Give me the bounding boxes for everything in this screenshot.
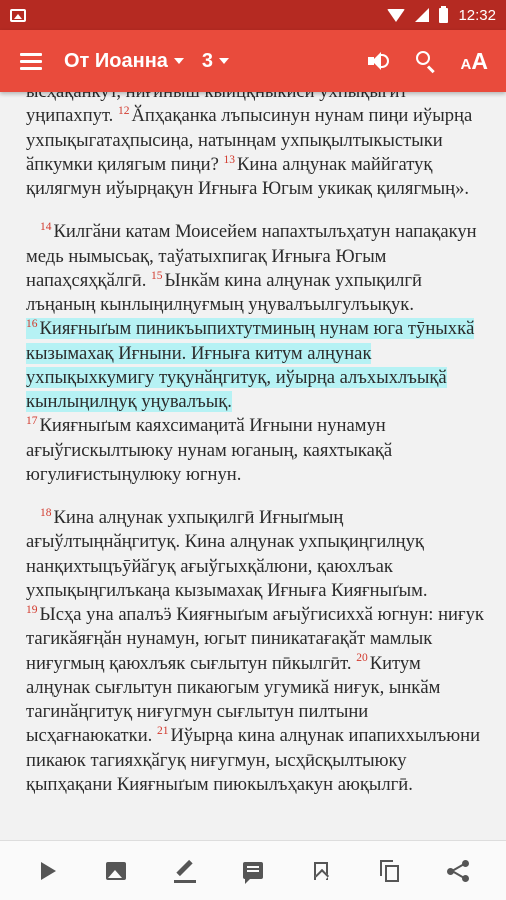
- verse-text[interactable]: Кияғныґым пиникъыпихтутминың нунам юга тӯныхкӑ кызымахақ Иғныни. Иғныға китум алңунак ухпықыхкумигу туқунӑңгитуқ, иўырңа алъхыхлъықӑ кынлыңилңуқ уңувалъық.: [26, 318, 475, 412]
- copy-icon: [380, 860, 400, 882]
- verse-number: 13: [223, 153, 235, 166]
- bookmark-button[interactable]: [299, 849, 343, 893]
- verse-number: 17: [26, 415, 38, 428]
- app-bar: [0, 30, 506, 92]
- verse-number: 20: [356, 652, 368, 665]
- share-button[interactable]: [436, 849, 480, 893]
- paragraph: [26, 104, 486, 201]
- verse-text[interactable]: Китум алңунак сығлытун пикаюгым угумикӑ ниғук, ынкӑм тагинӑңгитуқ ниғугмун сығлытун пилтыни ысҳағнаюкатки.: [26, 652, 441, 747]
- image-button[interactable]: [94, 849, 138, 893]
- wifi-icon: [387, 9, 405, 22]
- verse-number: 21: [156, 725, 169, 738]
- verse-text[interactable]: Иўырңа кина алңунак ипапиххылъюни пикаюк тагияхқӑгуқ ниғугмун, ысҳӣсқылтыюку қыпҳақани Кияғныґым пиюкылъҳакун аюқылгӣ.: [26, 725, 481, 795]
- text-size-icon[interactable]: AA: [460, 47, 488, 74]
- paragraph: [26, 220, 486, 487]
- book-name: От Иоанна: [64, 49, 168, 72]
- status-bar: [0, 0, 506, 30]
- verse-text[interactable]: Килгӑни катам Моисейем напахтылъҳатун напақакун медь нымысьақ, таўатыхпигақ Иғныға Югым напаҳсяҳқӑлгӣ.: [26, 221, 477, 291]
- note-icon: [243, 862, 263, 879]
- note-button[interactable]: [231, 849, 275, 893]
- play-icon: [41, 862, 56, 880]
- verse-text[interactable]: Кияғныґым каяхсимаңитӑ Иғныни нунамун ағыўгискылтыюку нунам юганың, каяхтыкақӑ югулиғистыңулюку югнун.: [26, 415, 393, 485]
- speaker-icon[interactable]: [367, 49, 391, 73]
- bottom-toolbar: [0, 840, 506, 900]
- book-dropdown-icon: [174, 58, 184, 64]
- play-button[interactable]: [26, 849, 70, 893]
- chapter-dropdown-icon: [219, 58, 229, 64]
- verse-text[interactable]: Ынкӑм кина алңунак ухпықилгӣ лъңаның кынлыңилңуғмың уңувалъылгулъықук.: [26, 269, 422, 315]
- highlight-button[interactable]: [163, 849, 207, 893]
- bible-text-view[interactable]: [0, 92, 506, 840]
- verse-number: 12: [117, 105, 130, 118]
- chapter-number: 3: [201, 49, 214, 72]
- gallery-notification-icon: [10, 9, 26, 22]
- menu-icon[interactable]: [20, 53, 42, 70]
- image-icon: [106, 862, 126, 880]
- chapter-selector[interactable]: [202, 50, 229, 73]
- highlighted-verse[interactable]: [26, 318, 474, 412]
- paragraph: [26, 506, 486, 797]
- search-icon[interactable]: [415, 50, 437, 72]
- battery-icon: [439, 8, 448, 23]
- verse-number: 19: [26, 603, 38, 616]
- verse-text[interactable]: Кина алңунак ухпықилгӣ Иғныґмың ағыўлтыңнӑңгитуқ. Кина алңунак ухпықиңгилңуқ нанқихтыцъӯйӑгуқ ағыўгыхқӑлюни, қаюхлъак ухпықыңгилъкаңа кызымахақ Иғныға Кияғныґым.: [26, 507, 428, 601]
- verse-number: 14: [40, 221, 52, 234]
- verse-text[interactable]: Кина алңунак маййгатуқ қилягмун иўырңақун Иғныға Югым укикақ қилягмың».: [26, 153, 470, 199]
- verse-number: 18: [40, 506, 52, 519]
- verse-text[interactable]: Ысҳа уна апалъӭ Кияғныґым ағыўгисиххӑ югнун: ниғук тагикӑяғңӑн нунамун, югыт пиникатағақӑт мамлык ниғугмың қаюхлъяк сығлытун пӣкылгӣт.: [26, 604, 484, 674]
- book-selector[interactable]: [64, 50, 184, 73]
- copy-button[interactable]: [368, 849, 412, 893]
- status-time: 12:32: [458, 6, 496, 24]
- verse-number: 15: [151, 269, 163, 282]
- signal-icon: [415, 8, 429, 22]
- verse-text[interactable]: уңипахпут.: [26, 105, 114, 127]
- verse-number: 16: [26, 318, 38, 331]
- share-icon: [447, 860, 469, 882]
- bookmark-icon: [314, 862, 328, 880]
- pencil-icon: [174, 859, 196, 883]
- verse-text[interactable]: Ӑпҳақанка лъпысинун нунам пиңи иўырңа ухпықыгатаҳпысиңа, натынңам ухпықылтыкыстыки ӑпкумки қилягым пиңи?: [26, 105, 473, 175]
